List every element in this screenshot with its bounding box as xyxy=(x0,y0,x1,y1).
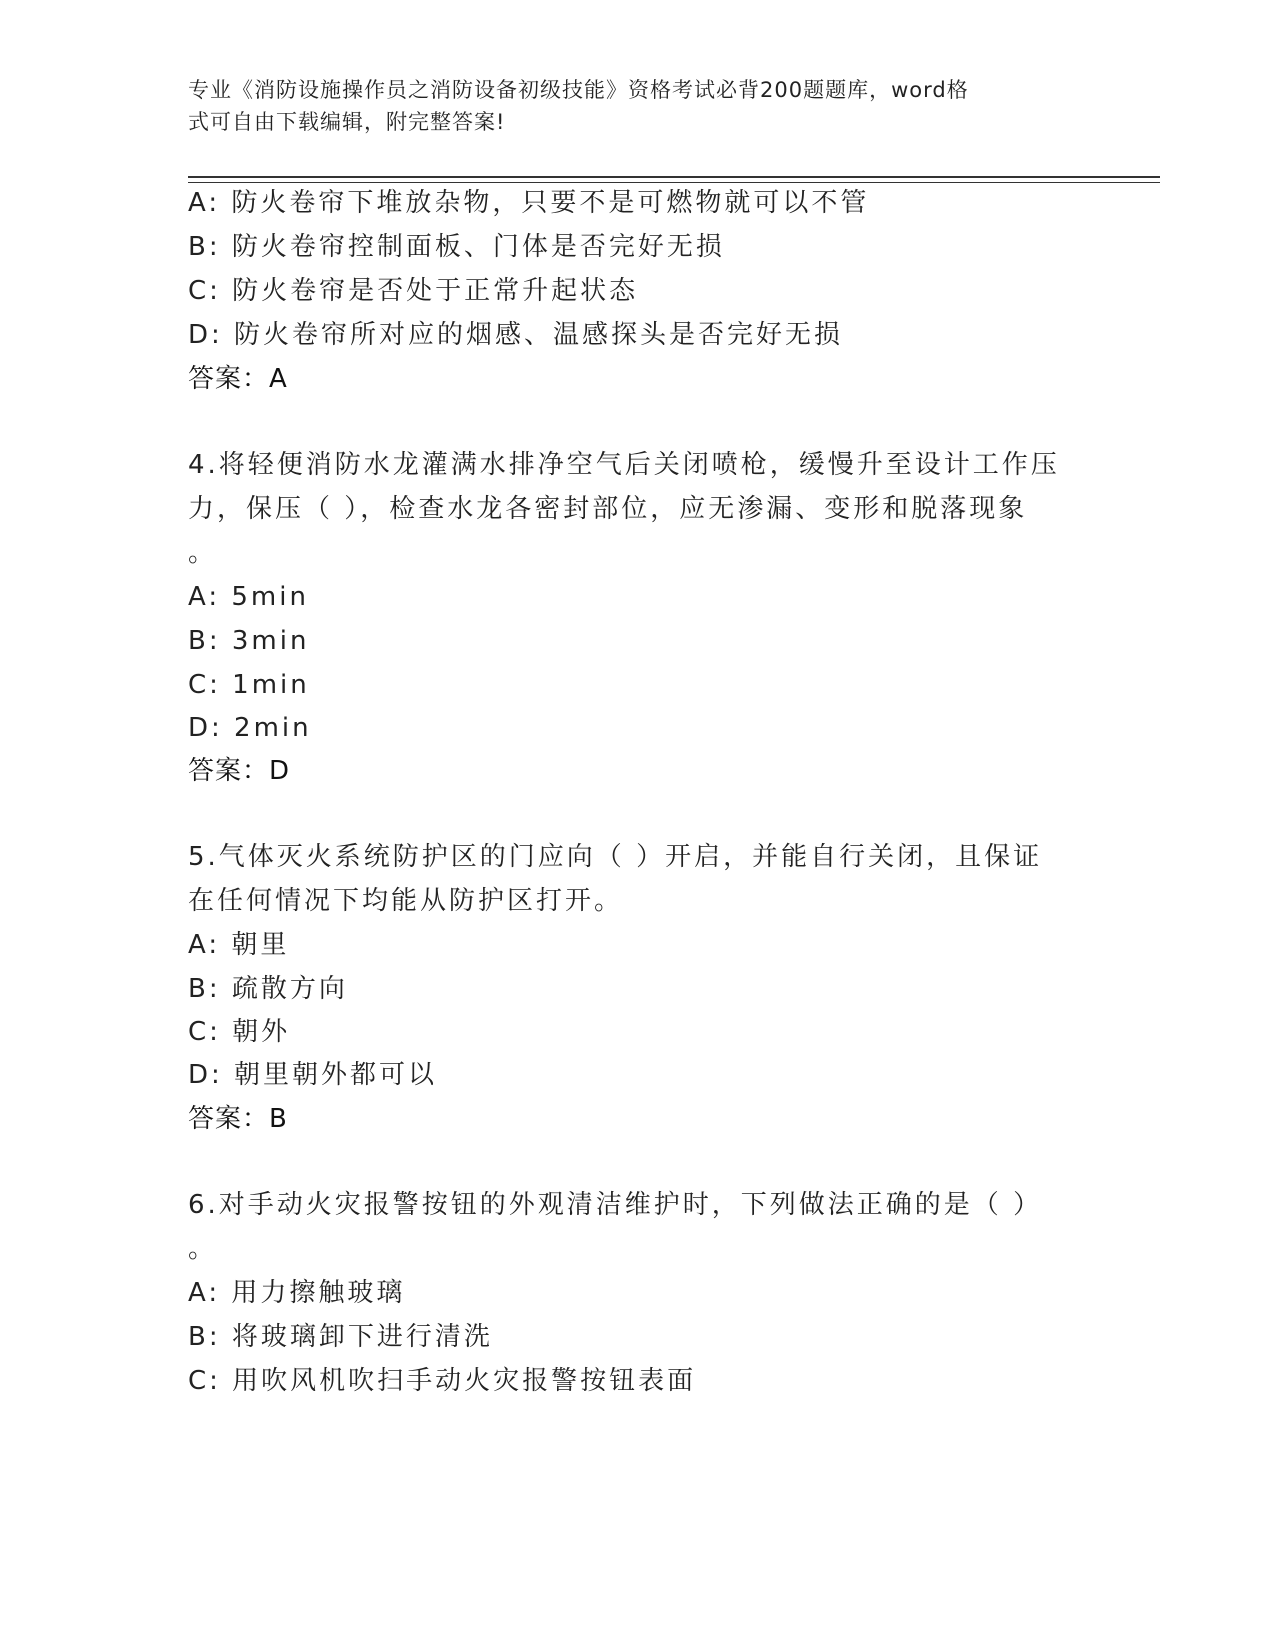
q4-stem-line-3: 。 xyxy=(188,538,218,568)
q5-stem-line-1: 5.气体灭火系统防护区的门应向（ ）开启，并能自行关闭，且保证 xyxy=(188,842,1043,872)
q6-stem-line-2: 。 xyxy=(188,1234,218,1264)
q4-stem-line-2: 力，保压（ ），检查水龙各密封部位，应无渗漏、变形和脱落现象 xyxy=(188,494,1028,524)
document-header xyxy=(188,74,1068,138)
q5-option-b: B: 疏散方向 xyxy=(188,974,348,1004)
q4-option-c: C: 1min xyxy=(188,670,310,700)
q4-stem-line-1: 4.将轻便消防水龙灌满水排净空气后关闭喷枪，缓慢升至设计工作压 xyxy=(188,450,1060,480)
header-line-2: 式可自由下载编辑，附完整答案! xyxy=(188,110,506,134)
header-divider-thick xyxy=(188,176,1160,178)
q4-option-a: A: 5min xyxy=(188,582,309,612)
header-divider-thin xyxy=(188,182,1160,183)
q6-option-b: B: 将玻璃卸下进行清洗 xyxy=(188,1322,493,1352)
q6-stem-line-1: 6.对手动火灾报警按钮的外观清洁维护时，下列做法正确的是（ ） xyxy=(188,1190,1043,1220)
q5-option-c: C: 朝外 xyxy=(188,1017,291,1047)
q4-option-d: D: 2min xyxy=(188,713,312,743)
q5-stem-line-2: 在任何情况下均能从防护区打开。 xyxy=(188,886,624,916)
header-line-1: 专业《消防设施操作员之消防设备初级技能》资格考试必背200题题库，word格 xyxy=(188,78,969,102)
q3-option-b: B: 防火卷帘控制面板、门体是否完好无损 xyxy=(188,232,725,262)
q3-option-d: D: 防火卷帘所对应的烟感、温感探头是否完好无损 xyxy=(188,320,844,350)
q5-option-d: D: 朝里朝外都可以 xyxy=(188,1060,438,1090)
q3-option-a: A: 防火卷帘下堆放杂物，只要不是可燃物就可以不管 xyxy=(188,188,870,218)
q5-option-a: A: 朝里 xyxy=(188,930,290,960)
q6-option-a: A: 用力擦触玻璃 xyxy=(188,1278,406,1308)
q5-answer: 答案：B xyxy=(188,1104,288,1134)
q3-answer: 答案：A xyxy=(188,364,288,394)
q4-option-b: B: 3min xyxy=(188,626,310,656)
q4-answer: 答案：D xyxy=(188,756,291,786)
q3-option-c: C: 防火卷帘是否处于正常升起状态 xyxy=(188,276,639,306)
q6-option-c: C: 用吹风机吹扫手动火灾报警按钮表面 xyxy=(188,1366,697,1396)
